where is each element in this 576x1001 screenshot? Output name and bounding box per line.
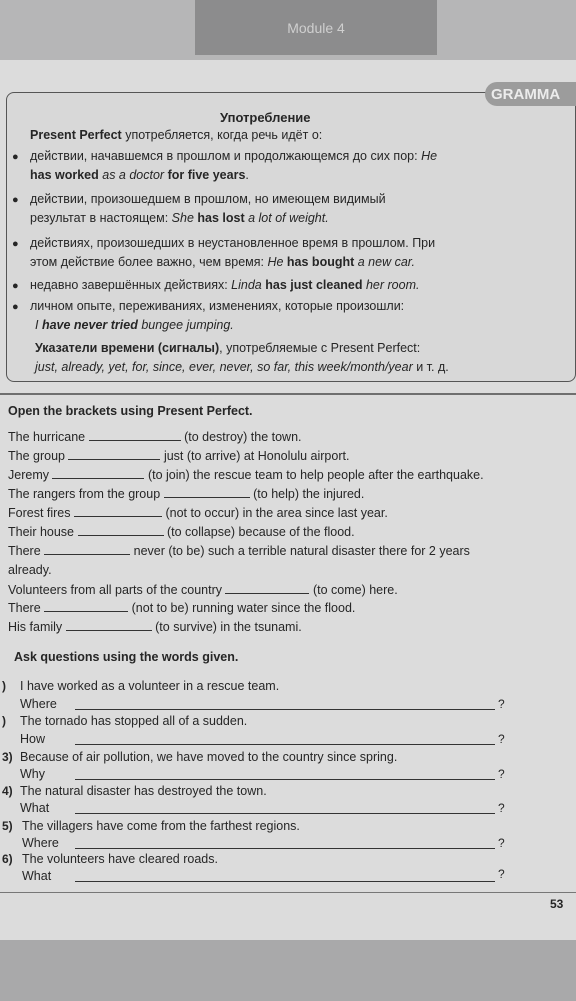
exercise1-item: The rangers from the group (to help) the injured. [8, 487, 365, 501]
question-mark: ? [498, 767, 505, 781]
signals-list: just, already, yet, for, since, ever, never, so far, this week/month/year и т. д. [35, 360, 449, 374]
bullet-icon: ● [12, 280, 19, 292]
exercise1-item: There (not to be) running water since the flood. [8, 601, 356, 615]
question-sentence: Because of air pollution, we have moved to the country since spring. [20, 750, 398, 764]
question-number: 4) [2, 784, 13, 798]
answer-blank[interactable] [78, 525, 164, 536]
answer-blank[interactable] [52, 468, 144, 479]
question-mark: ? [498, 732, 505, 746]
module-header-bar [195, 0, 437, 55]
bullet-icon: ● [12, 194, 19, 206]
question-mark: ? [498, 836, 505, 850]
exercise1-item: Jeremy (to join) the rescue team to help people after the earthquake. [8, 468, 484, 482]
question-number: 5) [2, 819, 13, 833]
question-word: What [22, 869, 52, 883]
answer-line[interactable] [75, 744, 495, 745]
answer-line[interactable] [75, 813, 495, 814]
exercise1-item: Their house (to collapse) because of the flood. [8, 525, 355, 539]
question-mark: ? [498, 697, 505, 711]
grammar-bullet-5-cont: I have never tried bungee jumping. [35, 318, 234, 332]
question-sentence: The volunteers have cleared roads. [22, 852, 218, 866]
answer-line[interactable] [75, 881, 495, 882]
answer-blank[interactable] [44, 544, 130, 555]
question-mark: ? [498, 867, 505, 881]
bullet-icon: ● [12, 151, 19, 163]
question-mark: ? [498, 801, 505, 815]
grammar-bullet-3-cont: этом действие более важно, чем время: He has bought a new car. [30, 255, 415, 269]
bullet-icon: ● [12, 238, 19, 250]
grammar-bullet-2-cont: результат в настоящем: She has lost a lot of weight. [30, 211, 329, 225]
question-sentence: The tornado has stopped all of a sudden. [20, 714, 248, 728]
grammar-tab: GRAMMA [485, 82, 576, 106]
exercise1-item: The group just (to arrive) at Honolulu airport. [8, 449, 350, 463]
exercise1-heading: Open the brackets using Present Perfect. [8, 404, 253, 418]
grammar-intro: Present Perfect употребляется, когда речь идёт о: [30, 128, 323, 142]
module-label: Module 4 [287, 19, 345, 36]
exercise1-item: There never (to be) such a terrible natural disaster there for 2 years [8, 544, 470, 558]
answer-line[interactable] [75, 709, 495, 710]
answer-line[interactable] [75, 779, 495, 780]
signals-title: Указатели времени (сигналы), употребляемые с Present Perfect: [35, 341, 421, 355]
question-number: ) [2, 679, 6, 693]
answer-blank[interactable] [89, 430, 181, 441]
question-sentence: I have worked as a volunteer in a rescue team. [20, 679, 280, 693]
exercise1-item-cont: already. [8, 563, 52, 577]
grammar-bullet-1-cont: has worked as a doctor for five years. [30, 168, 249, 182]
question-word: Where [20, 697, 57, 711]
grammar-bullet-5: личном опыте, переживаниях, изменениях, которые произошли: [30, 299, 405, 313]
section-divider [0, 393, 576, 395]
answer-blank[interactable] [44, 601, 128, 612]
question-sentence: The natural disaster has destroyed the town. [20, 784, 267, 798]
answer-blank[interactable] [74, 506, 162, 517]
answer-line[interactable] [75, 848, 495, 849]
question-number: 6) [2, 852, 13, 866]
question-word: What [20, 801, 50, 815]
grammar-bullet-4: недавно завершённых действиях: Linda has just cleaned her room. [30, 278, 420, 292]
grammar-bullet-1: действии, начавшемся в прошлом и продолжающемся до сих пор: He [30, 149, 438, 163]
grammar-title: Употребление [220, 110, 311, 125]
answer-blank[interactable] [164, 487, 250, 498]
question-word: Why [20, 767, 45, 781]
exercise1-item: His family (to survive) in the tsunami. [8, 620, 302, 634]
answer-blank[interactable] [66, 620, 152, 631]
question-number: 3) [2, 750, 13, 764]
bullet-icon: ● [12, 301, 19, 313]
exercise1-item: Forest fires (not to occur) in the area since last year. [8, 506, 388, 520]
question-word: Where [22, 836, 59, 850]
question-number: ) [2, 714, 6, 728]
answer-blank[interactable] [225, 583, 309, 594]
answer-blank[interactable] [68, 449, 160, 460]
footer-divider [0, 892, 576, 893]
question-sentence: The villagers have come from the farthest regions. [22, 819, 300, 833]
exercise1-item: The hurricane (to destroy) the town. [8, 430, 302, 444]
grammar-bullet-2: действии, произошедшем в прошлом, но имеющем видимый [30, 192, 386, 206]
exercise1-item: Volunteers from all parts of the country (to come) here. [8, 583, 398, 597]
grammar-bullet-3: действиях, произошедших в неустановленное время в прошлом. При [30, 236, 436, 250]
exercise2-heading: Ask questions using the words given. [14, 650, 239, 664]
question-word: How [20, 732, 46, 746]
bottom-background [0, 940, 576, 1001]
page-number: 53 [550, 897, 564, 911]
